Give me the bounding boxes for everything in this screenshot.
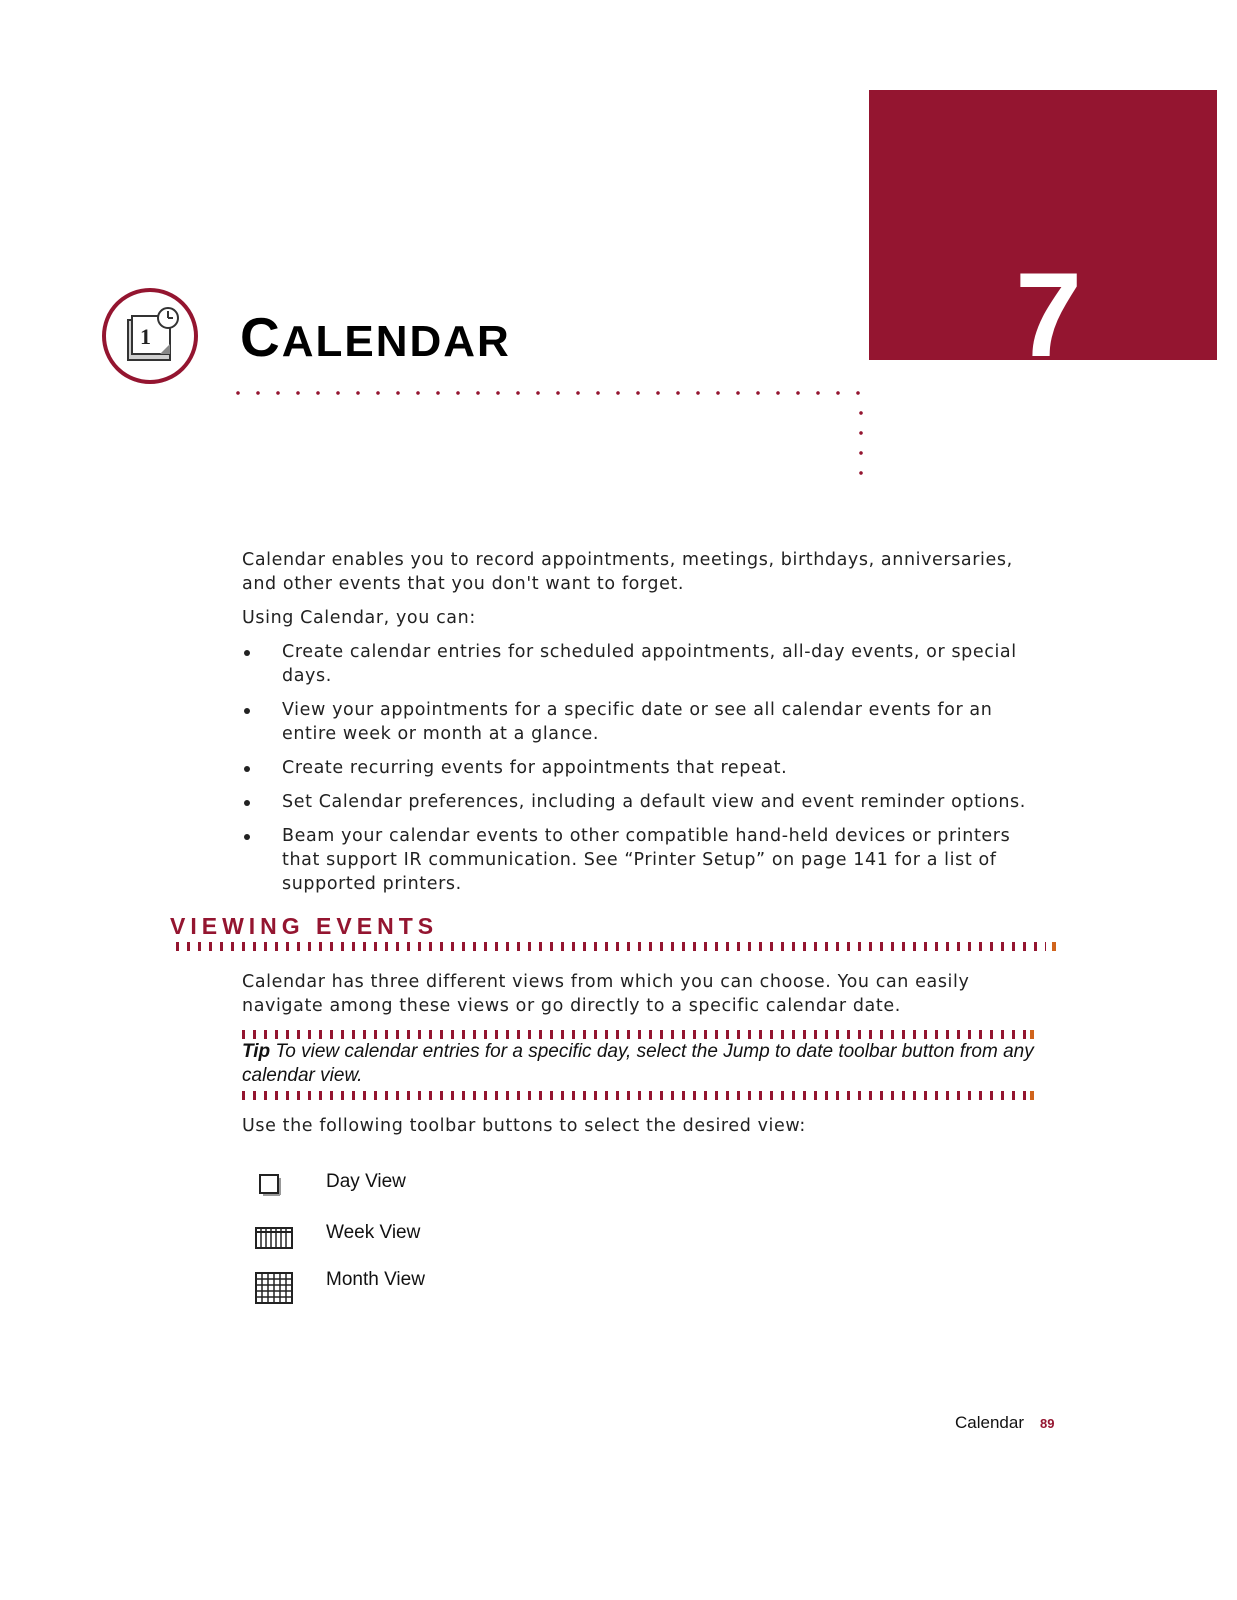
calendar-chapter-icon	[102, 288, 202, 388]
list-item: Create recurring events for appointments that repeat.	[242, 756, 1042, 780]
tip-rule-bottom	[242, 1091, 1028, 1100]
month-view-icon	[254, 1267, 296, 1307]
tip-rule-top	[242, 1030, 1028, 1039]
month-view-label: Month View	[326, 1269, 425, 1290]
intro-paragraph: Calendar enables you to record appointments, meetings, birthdays, anniversaries, and other events that you don't want to forget.	[242, 550, 1013, 594]
intro-section	[242, 548, 1042, 906]
intro-lead: Using Calendar, you can:	[242, 608, 476, 628]
footer-label: Calendar	[955, 1413, 1024, 1432]
section-heading: VIEWING EVENTS	[170, 913, 439, 939]
tip-rule-bottom-end	[1030, 1091, 1034, 1100]
chapter-number: 7	[1015, 248, 1082, 382]
day-view-icon	[254, 1169, 294, 1203]
tip-note	[242, 1040, 1042, 1088]
use-paragraph: Use the following toolbar buttons to select the desired view:	[242, 1116, 806, 1136]
list-item: View your appointments for a specific date or see all calendar events for an entire week or month at a glance.	[242, 698, 1042, 746]
chapter-title: CALENDAR	[240, 306, 511, 368]
tip-rule-top-end	[1030, 1030, 1034, 1039]
day-view-label: Day View	[326, 1171, 406, 1192]
day-view-row	[254, 1169, 654, 1205]
tip-label: Tip	[242, 1041, 271, 1062]
section-rule-end	[1052, 942, 1056, 951]
section-rule	[176, 942, 1046, 951]
chapter-divider-horizontal	[228, 390, 864, 396]
list-item: Beam your calendar events to other compatible hand-held devices or printers that support IR communication. See “Printer Setup” on page 141 for a list of supported printers.	[242, 824, 1042, 896]
chapter-divider-vertical	[858, 403, 864, 483]
section-paragraph: Calendar has three different views from which you can choose. You can easily navigate among these views or go directly to a specific calendar date.	[242, 972, 970, 1016]
tip-text: To view calendar entries for a specific day, select the Jump to date toolbar button from any calendar view.	[242, 1041, 1034, 1086]
week-view-row	[254, 1220, 654, 1256]
month-view-row	[254, 1267, 654, 1303]
page-number: 89	[1040, 1416, 1055, 1431]
week-view-icon	[254, 1220, 296, 1254]
svg-text:1: 1	[140, 324, 151, 349]
list-item: Set Calendar preferences, including a default view and event reminder options.	[242, 790, 1042, 814]
list-item: Create calendar entries for scheduled appointments, all-day events, or special days.	[242, 640, 1042, 688]
week-view-label: Week View	[326, 1222, 421, 1243]
feature-list	[242, 640, 1042, 896]
